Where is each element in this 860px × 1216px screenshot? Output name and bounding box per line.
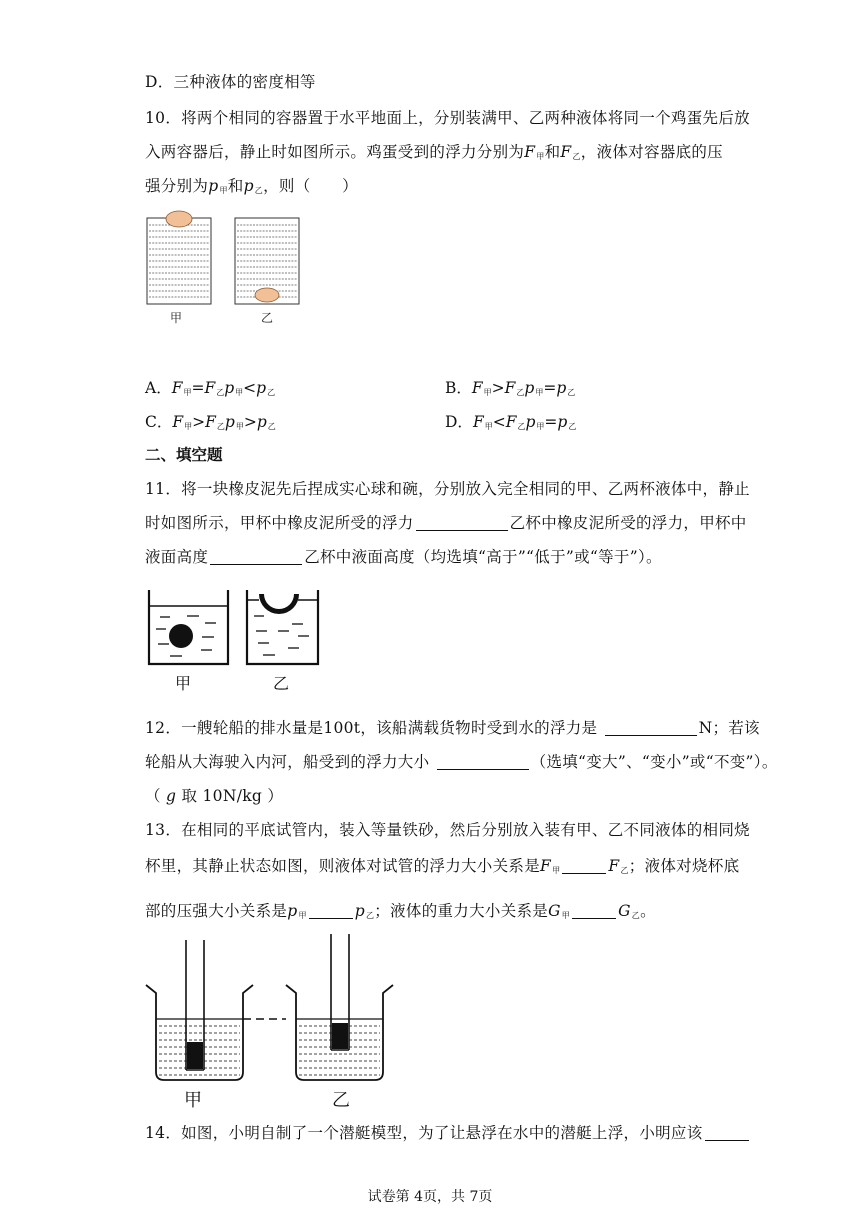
q12-blank-1[interactable] xyxy=(605,719,697,736)
q13-line-2: 杯里，其静止状态如图，则液体对试管的浮力大小关系是$F_甲$ $F_乙$；液体对烧杯底 xyxy=(145,857,740,875)
egg-floating xyxy=(166,211,192,227)
q11-line-1: 11．将一块橡皮泥先后捏成实心球和碗，分别放入完全相同的甲、乙两杯液体中，静止 xyxy=(145,480,750,498)
q13-blank-1[interactable] xyxy=(562,857,606,874)
iron-sand-yi xyxy=(332,1023,348,1049)
q11-line-2: 时如图所示，甲杯中橡皮泥所受的浮力 乙杯中橡皮泥所受的浮力，甲杯中 xyxy=(145,514,747,532)
q9-option-d: D．三种液体的密度相等 xyxy=(145,73,316,91)
egg-sunk xyxy=(255,288,279,302)
container-yi xyxy=(235,218,299,304)
q11-line-3: 液面高度 乙杯中液面高度（均选填“高于”“低于”或“等于”）。 xyxy=(145,548,662,566)
q10-option-d: D．$F_甲<F_乙p_甲=p_乙$ xyxy=(445,413,577,431)
q11-fig-label-jia: 甲 xyxy=(175,674,192,693)
q11-fig-label-yi: 乙 xyxy=(273,674,290,693)
plasticine-bowl xyxy=(259,594,299,614)
q10-line-1: 10．将两个相同的容器置于水平地面上，分别装满甲、乙两种液体将同一个鸡蛋先后放 xyxy=(145,109,750,127)
q14-blank-1[interactable] xyxy=(705,1124,749,1141)
q10-line-2: 入两容器后，静止时如图所示。鸡蛋受到的浮力分别为$F_甲$和$F_乙$，液体对容器底的压 xyxy=(145,143,723,161)
q13-blank-2[interactable] xyxy=(309,902,353,919)
q13-blank-3[interactable] xyxy=(572,902,616,919)
q13-line-3: 部的压强大小关系是$p_甲$ $p_乙$；液体的重力大小关系是$G_甲$ $G_乙$。 xyxy=(145,902,656,920)
q12-line-2: 轮船从大海驶入内河，船受到的浮力大小 （选填“变大”、“变小”或“不变”）。 xyxy=(145,753,778,771)
q13-test-tube-beakers-figure xyxy=(140,930,400,1090)
cup-jia xyxy=(149,590,228,664)
q11-blank-2[interactable] xyxy=(210,548,302,565)
q13-fig-label-yi: 乙 xyxy=(332,1090,350,1111)
q10-fig-label-yi: 乙 xyxy=(261,311,274,325)
q12-line-3: （ g 取 10N/kg ） xyxy=(145,787,284,805)
beaker-jia xyxy=(146,940,253,1080)
q10-option-a: A．$F_甲=F_乙p_甲<p_乙$ xyxy=(145,379,276,397)
q10-option-b: B．$F_甲>F_乙p_甲=p_乙$ xyxy=(445,379,576,397)
q11-plasticine-figure xyxy=(142,586,327,698)
q10-fig-label-jia: 甲 xyxy=(170,311,183,325)
q13-line-1: 13．在相同的平底试管内，装入等量铁砂，然后分别放入装有甲、乙不同液体的相同烧 xyxy=(145,821,750,839)
q10-option-c: C．$F_甲>F_乙p_甲>p_乙$ xyxy=(145,413,276,431)
q11-blank-1[interactable] xyxy=(416,514,508,531)
q10-egg-containers-figure xyxy=(140,208,300,328)
q10-line-3: 强分别为$p_甲$和$p_乙$，则（ ） xyxy=(145,177,358,195)
iron-sand-jia xyxy=(187,1042,203,1069)
section-heading-fill-in: 二、填空题 xyxy=(145,445,223,464)
q14-line-1: 14．如图，小明自制了一个潜艇模型，为了让悬浮在水中的潜艇上浮，小明应该 xyxy=(145,1123,751,1143)
q12-blank-2[interactable] xyxy=(437,753,529,770)
beaker-yi xyxy=(286,934,393,1080)
q13-fig-label-jia: 甲 xyxy=(184,1090,202,1111)
container-jia xyxy=(147,211,211,304)
page-footer: 试卷第 4页，共 7页 xyxy=(367,1189,493,1205)
q12-line-1: 12．一艘轮船的排水量是100t，该船满载货物时受到水的浮力是 N；若该 xyxy=(145,719,760,737)
cup-yi xyxy=(247,590,318,664)
plasticine-ball xyxy=(169,624,193,648)
